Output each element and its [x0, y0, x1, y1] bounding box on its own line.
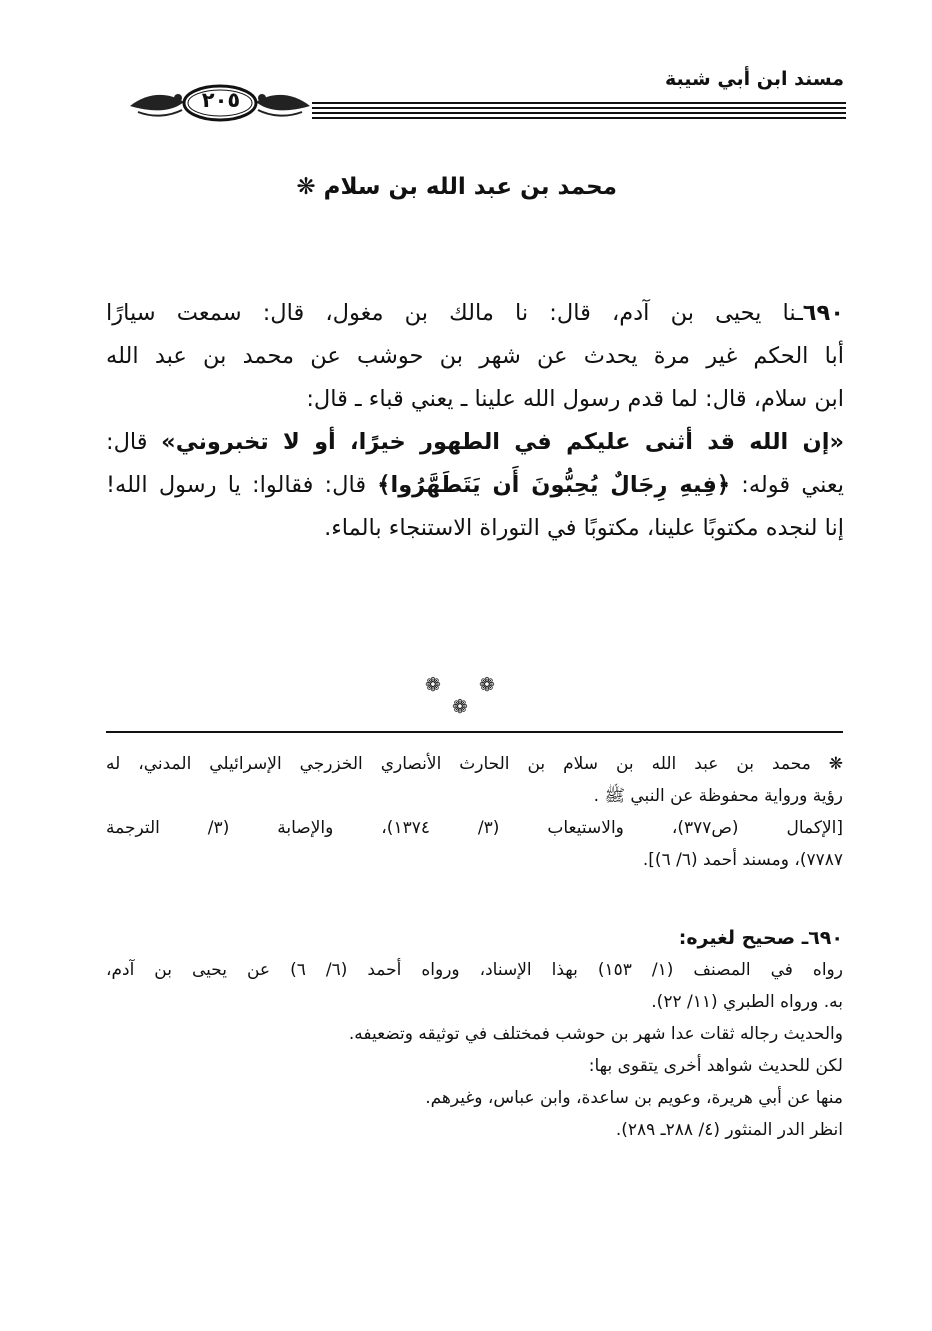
footnote-line: رؤية ورواية محفوظة عن النبي ﷺ . — [593, 786, 843, 806]
hadith-line: أبا الحكم غير مرة يحدث عن شهر بن حوشب عن محمد بن عبد الله — [106, 343, 844, 369]
grading-footnote — [106, 922, 843, 1146]
hadith-body — [106, 292, 844, 550]
header-rule-line — [312, 117, 846, 119]
page-number: ٢٠٥ — [201, 88, 241, 112]
footnote-line: منها عن أبي هريرة، وعويم بن ساعدة، وابن عباس، وغيرهم. — [425, 1088, 843, 1108]
hadith-line: ابن سلام، قال: لما قدم رسول الله علينا ـ يعني قباء ـ قال: — [306, 386, 844, 412]
header-rule-line — [312, 102, 846, 104]
section-separator-stars: ❁ ❁ ❁ — [425, 674, 511, 718]
header-rule-line — [312, 112, 846, 114]
footnote-line: لكن للحديث شواهد أخرى يتقوى بها: — [588, 1056, 843, 1076]
prophetic-quote: «إن الله قد أثنى عليكم في الطهور خيرًا، أو لا تخبروني» — [161, 429, 844, 455]
grading-heading: ٦٩٠ـ صحيح لغيره: — [678, 927, 843, 949]
header-rule-line — [312, 107, 846, 109]
hadith-number: ٦٩٠ — [802, 300, 844, 326]
quran-verse: ﴿فِيهِ رِجَالٌ يُحِبُّونَ أَن يَتَطَهَّرُوا﴾ — [377, 472, 731, 498]
footnote-rule — [106, 731, 843, 733]
hadith-text: ـنا يحيى بن آدم، قال: نا مالك بن مغول، قال: سمعت سيارًا — [106, 300, 803, 326]
footnote-line: [الإكمال (ص٣٧٧)، والاستيعاب (٣/ ١٣٧٤)، والإصابة (٣/ الترجمة — [106, 818, 844, 838]
book-title-header: مسند ابن أبي شيبة — [664, 68, 844, 90]
chapter-title: محمد بن عبد الله بن سلام ❋ — [296, 174, 617, 200]
hadith-line — [106, 292, 844, 335]
hadith-line — [106, 464, 844, 507]
footnote-line: رواه في المصنف (١/ ١٥٣) بهذا الإسناد، ورواه أحمد (٦/ ٦) عن يحيى بن آدم، — [106, 960, 843, 980]
footnote-line: انظر الدر المنثور (٤/ ٢٨٨ـ ٢٨٩). — [615, 1120, 843, 1140]
biography-footnote — [106, 748, 843, 876]
hadith-line — [106, 421, 844, 464]
hadith-text: يعني قوله: — [730, 472, 844, 498]
header-rules — [312, 102, 846, 122]
footnote-line: ٧٧٨٧)، ومسند أحمد (٦/ ٦)]. — [642, 850, 843, 870]
footnote-line: به. ورواه الطبري (١١/ ٢٢). — [651, 992, 843, 1012]
hadith-text: قال: فقالوا: يا رسول الله! — [106, 472, 378, 498]
hadith-text: قال: — [106, 429, 162, 455]
footnote-line: ❋ محمد بن عبد الله بن سلام بن الحارث الأنصاري الخزرجي الإسرائيلي المدني، له — [106, 754, 843, 774]
footnote-line: والحديث رجاله ثقات عدا شهر بن حوشب فمختلف في توثيقه وتضعيفه. — [348, 1024, 843, 1044]
hadith-line: إنا لنجده مكتوبًا علينا، مكتوبًا في التوراة الاستنجاء بالماء. — [324, 515, 844, 541]
